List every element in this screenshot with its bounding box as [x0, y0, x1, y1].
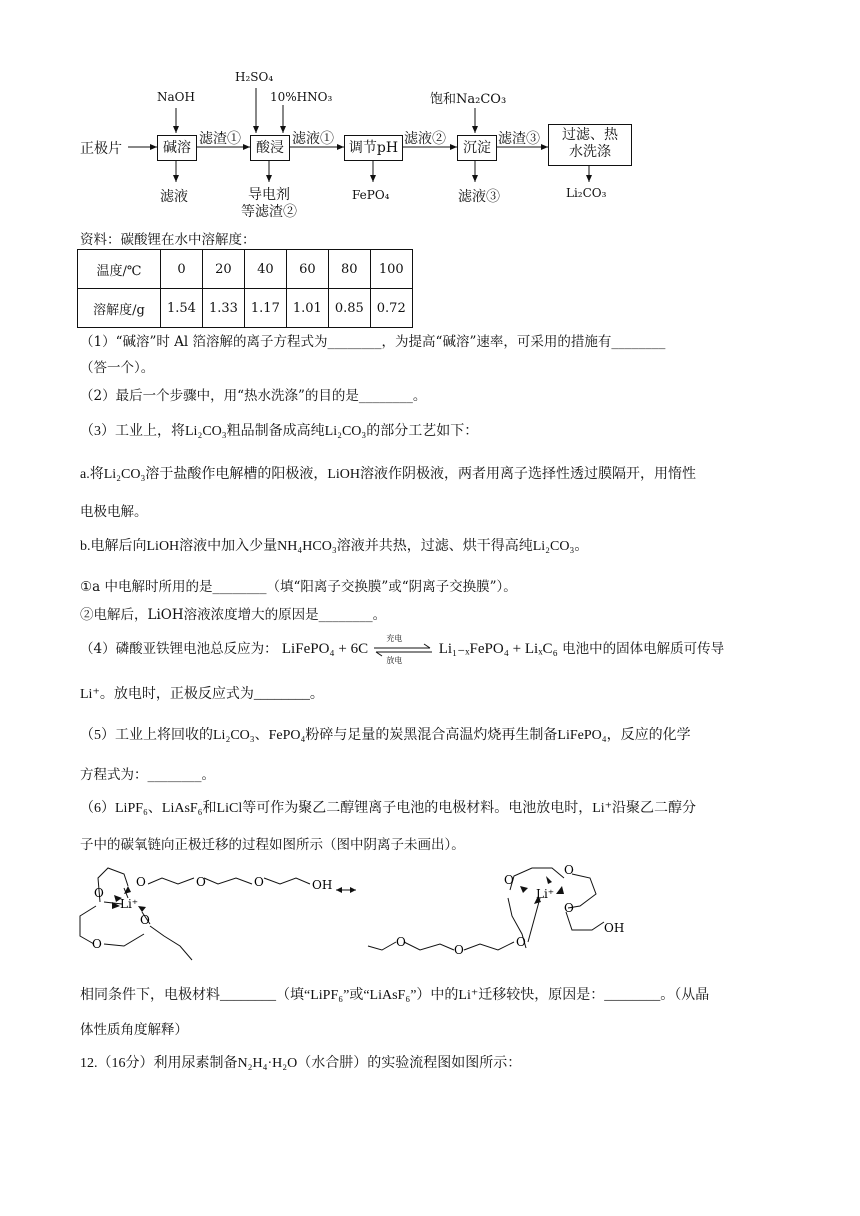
flow-step-alkali: 碱溶 [157, 135, 197, 161]
table-cell: 60 [286, 250, 328, 289]
question-3: （3）工业上，将Li₂CO₃粗品制备成高纯Li₂CO₃的部分工艺如下： [80, 424, 479, 439]
equation-right: Li₁₋ₓFePO₄ + LiₓC₆ [438, 641, 558, 657]
peg-li-migration-diagram [0, 850, 860, 970]
flow-step-precip: 沉淀 [457, 135, 497, 161]
table-header-temp: 温度/℃ [78, 250, 161, 289]
flow-step-filter-l2: 水洗涤 [569, 144, 611, 160]
table-cell: 20 [202, 250, 244, 289]
arrow-label-residue1: 滤渣① [199, 131, 241, 147]
table-cell: 100 [370, 250, 412, 289]
reagent-naoh: NaOH [157, 90, 195, 104]
output-filtrate: 滤液 [160, 189, 188, 205]
oxygen-atom: O [94, 886, 104, 900]
reversible-arrow [372, 633, 434, 665]
flow-start: 正极片 [80, 141, 122, 157]
arrow-label-discharge: 放电 [386, 655, 403, 665]
question-4-line2: Li⁺。放电时，正极反应式为________。 [80, 687, 324, 702]
lithium-ion: Li⁺ [536, 887, 555, 901]
hydroxyl-group: OH [604, 921, 625, 935]
flow-arrows [0, 0, 860, 230]
reagent-hno3: 10%HNO₃ [270, 90, 333, 104]
question-6-line4: 体性质角度解释） [80, 1022, 188, 1038]
question-4-pre: （4）磷酸亚铁锂电池总反应为： [80, 641, 278, 657]
table-cell: 1.17 [244, 289, 286, 328]
arrow-label-residue3: 滤渣③ [498, 131, 540, 147]
output-li2co3: Li₂CO₃ [566, 186, 607, 200]
table-cell: 0 [161, 250, 203, 289]
oxygen-atom: O [504, 873, 514, 887]
question-6-line2: 子中的碳氧链向正极迁移的过程如图所示（图中阴离子未画出）。 [80, 837, 465, 853]
oxygen-atom: O [254, 875, 264, 889]
question-4-post: 电池中的固体电解质可传导 [562, 641, 725, 657]
ref-title: 资料：碳酸锂在水中溶解度： [80, 232, 256, 248]
question-6-line1: （6）LiPF₆、LiAsF₆和LiCl等可作为聚乙二醇锂离子电池的电极材料。电池放电时，Li⁺沿聚乙二醇分 [80, 801, 697, 816]
oxygen-atom: O [136, 875, 146, 889]
table-cell: 1.01 [286, 289, 328, 328]
question-3b: b.电解后向LiOH溶液中加入少量NH₄HCO₃溶液并共热，过滤、烘干得高纯Li₂CO₃。 [80, 539, 589, 554]
equation-left: LiFePO₄ + 6C [281, 641, 369, 657]
question-1-line1: （1）“碱溶”时 Al 箔溶解的离子方程式为________，为提高“碱溶”速率，可采用的措施有________ [80, 334, 666, 350]
oxygen-atom: O [454, 943, 464, 957]
reagent-h2so4: H₂SO₄ [235, 70, 274, 84]
table-cell: 0.85 [328, 289, 370, 328]
output-conductive: 导电剂 [248, 187, 290, 203]
table-cell: 40 [244, 250, 286, 289]
lithium-ion: Li⁺ [120, 897, 139, 911]
output-fepo4: FePO₄ [352, 188, 390, 202]
table-cell: 80 [328, 250, 370, 289]
flow-step-filter-l1: 过滤、热 [562, 127, 618, 143]
oxygen-atom: O [140, 913, 150, 927]
hydroxyl-group: OH [312, 878, 333, 892]
output-filtrate3: 滤液③ [458, 189, 500, 205]
flow-step-filter [548, 124, 632, 166]
equilibrium-arrow-icon [372, 640, 434, 660]
output-residue2: 等滤渣② [241, 204, 297, 220]
table-cell: 1.54 [161, 289, 203, 328]
table-header-sol: 溶解度/g [78, 289, 161, 328]
oxygen-atom: O [92, 937, 102, 951]
question-3a-line1: a.将Li₂CO₃溶于盐酸作电解槽的阳极液，LiOH溶液作阴极液，两者用离子选择性透过膜隔开，用惰性 [80, 467, 697, 482]
oxygen-atom: O [396, 935, 406, 949]
question-3-1: ①a 中电解时所用的是________（填“阳离子交换膜”或“阴离子交换膜”）。 [80, 579, 517, 595]
arrow-label-filtrate1: 滤液① [292, 131, 334, 147]
question-12: 12.（16分）利用尿素制备N₂H₄·H₂O（水合肼）的实验流程图如图所示： [80, 1056, 522, 1071]
oxygen-atom: O [564, 863, 574, 877]
table-row [78, 289, 413, 328]
question-3a-line2: 电极电解。 [80, 504, 148, 520]
arrow-label-charge: 充电 [386, 633, 403, 643]
oxygen-atom: O [196, 875, 206, 889]
question-5-line2: 方程式为：________。 [80, 767, 215, 783]
table-cell: 0.72 [370, 289, 412, 328]
question-1-line2: （答一个）。 [80, 360, 155, 376]
oxygen-atom: O [564, 901, 574, 915]
solubility-table [77, 249, 413, 328]
question-3-2: ②电解后，LiOH溶液浓度增大的原因是________。 [80, 607, 387, 623]
table-row [78, 250, 413, 289]
question-5-line1: （5）工业上将回收的Li₂CO₃、FePO₄粉碎与足量的炭黑混合高温灼烧再生制备LiFePO₄，反应的化学 [80, 728, 691, 743]
reagent-na2co3: 饱和Na₂CO₃ [430, 92, 507, 107]
table-cell: 1.33 [202, 289, 244, 328]
flow-step-ph: 调节pH [344, 135, 403, 161]
oxygen-atom: O [516, 935, 526, 949]
question-2: （2）最后一个步骤中，用“热水洗涤”的目的是________。 [80, 388, 427, 404]
question-6-line3: 相同条件下，电极材料________（填“LiPF₆”或“LiAsF₆”）中的Li⁺迁移较快，原因是：________。（从晶 [80, 988, 710, 1003]
question-4 [80, 633, 725, 665]
arrow-label-filtrate2: 滤液② [404, 131, 446, 147]
flow-step-acid: 酸浸 [250, 135, 290, 161]
